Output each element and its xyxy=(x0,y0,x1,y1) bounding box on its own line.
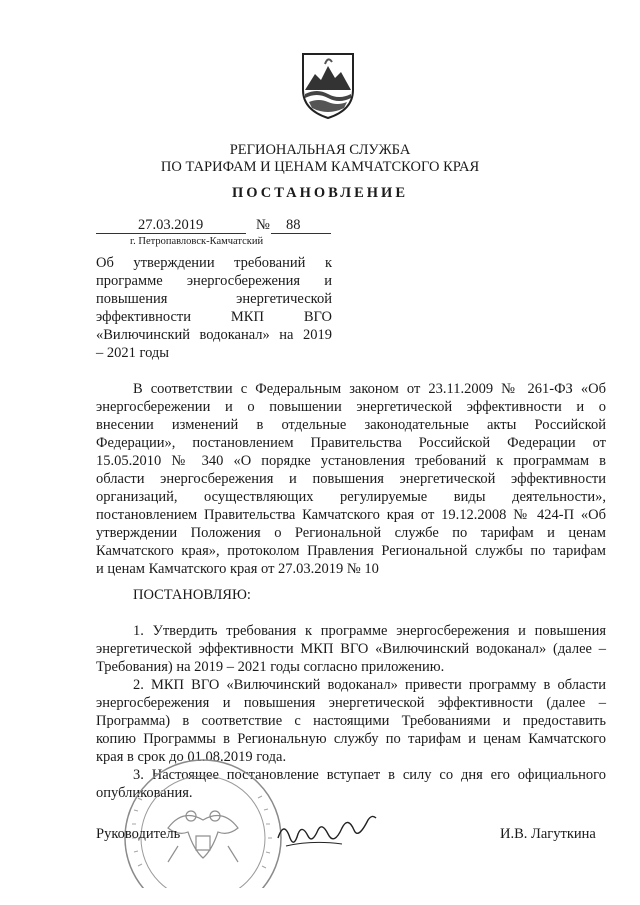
document-number: 88 xyxy=(286,217,301,233)
city: г. Петропавловск-Камчатский xyxy=(130,236,264,247)
number-underline xyxy=(271,233,331,234)
document-date: 27.03.2019 xyxy=(138,217,204,233)
item-line: 1. Утвердить требования к программе энергосбережения и повышения xyxy=(133,623,606,639)
date-number-line xyxy=(96,217,336,237)
text-line: постановлением Правительства Камчатского края от 19.12.2008 № 424-П «Об xyxy=(96,507,606,523)
official-seal-icon xyxy=(108,758,288,888)
item-line: копию Программы в Региональную службу по тарифам и ценам Камчатского xyxy=(96,731,606,747)
text-line: энергосбережении и о повышении энергетической эффективности и о xyxy=(96,399,606,415)
subject-line: Об утверждении требований к xyxy=(96,255,332,271)
subject-line: повышения энергетической xyxy=(96,291,332,307)
text-line: и ценам Камчатского края от 27.03.2019 № 10 xyxy=(96,561,379,577)
text-line: В соответствии с Федеральным законом от 23.11.2009 № 261-ФЗ «Об xyxy=(133,381,606,397)
item-line: 2. МКП ВГО «Вилючинский водоканал» привести программу в области xyxy=(133,677,606,693)
text-line: Федерации», постановлением Правительства Российской Федерации от xyxy=(96,435,606,451)
agency-name-line1: РЕГИОНАЛЬНАЯ СЛУЖБА xyxy=(229,142,411,158)
subject-line: эффективности МКП ВГО xyxy=(96,309,332,325)
document-type: ПОСТАНОВЛЕНИЕ xyxy=(231,185,408,201)
text-line: утверждении Положения о Региональной службе по тарифам и ценам xyxy=(96,525,606,541)
agency-name-line2: ПО ТАРИФАМ И ЦЕНАМ КАМЧАТСКОГО КРАЯ xyxy=(160,159,480,175)
text-line: области энергосбережения и повышения энергетической эффективности xyxy=(96,471,606,487)
decree-word: ПОСТАНОВЛЯЮ: xyxy=(133,587,251,603)
item-line: Требования) на 2019 – 2021 годы согласно приложению. xyxy=(96,659,445,675)
text-line: Камчатского края», протоколом Правления Региональной службы по тарифам xyxy=(96,543,606,559)
item-line: края в срок до 01.08.2019 года. xyxy=(96,749,287,765)
text-line: внесении изменений в отдельные законодательные акты Российской xyxy=(96,417,606,433)
item-line: 3. Настоящее постановление вступает в силу со дня его официального xyxy=(133,767,606,783)
subject-line: программе энергосбережения и xyxy=(96,273,332,289)
document-subject xyxy=(96,254,332,362)
coat-of-arms-icon xyxy=(299,50,357,120)
item-line: Программа) в соответствие с настоящими Требованиями и предоставить xyxy=(96,713,606,729)
text-line: организаций, осуществляющих регулируемые виды деятельности», xyxy=(96,489,606,505)
preamble-paragraph xyxy=(96,380,606,578)
item-line: энергосбережения и повышения энергетической эффективности (далее – xyxy=(96,695,606,711)
subject-line: – 2021 годы xyxy=(96,345,170,361)
item-line: опубликования. xyxy=(96,785,193,801)
signatory-name: И.В. Лагуткина xyxy=(500,826,596,842)
text-line: 15.05.2010 № 340 «О порядке установления требований к программам в xyxy=(96,453,606,469)
handwritten-signature-icon xyxy=(272,808,382,856)
number-sign: № xyxy=(256,217,270,233)
item-line: энергетической эффективности МКП ВГО «Вилючинский водоканал» (далее – xyxy=(96,641,606,657)
subject-line: «Вилючинский водоканал» на 2019 xyxy=(96,327,332,343)
signatory-position: Руководитель xyxy=(96,826,181,842)
